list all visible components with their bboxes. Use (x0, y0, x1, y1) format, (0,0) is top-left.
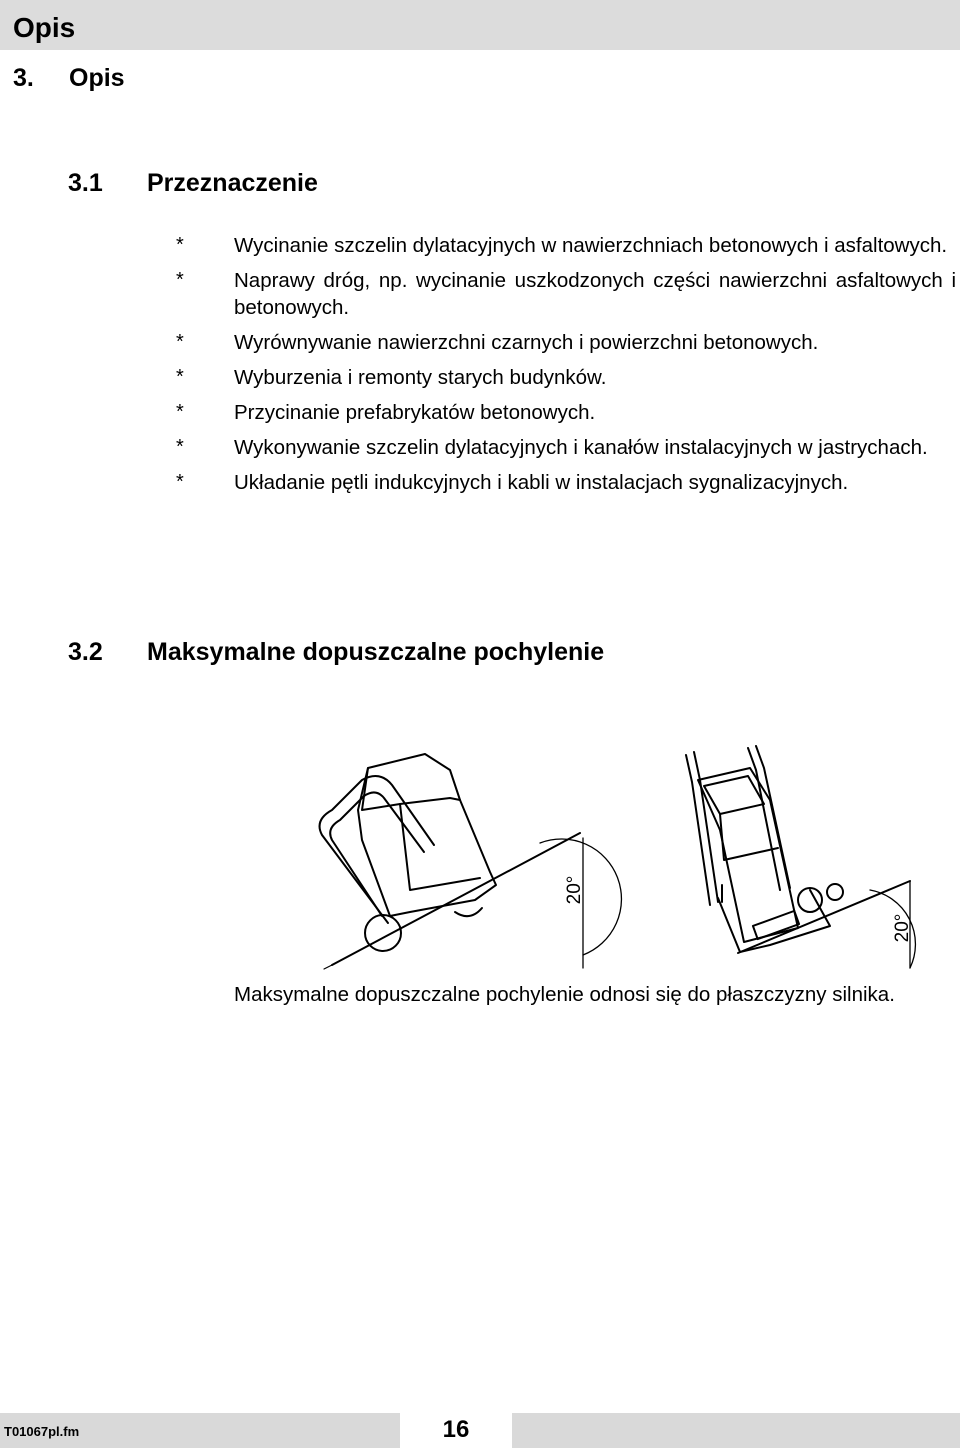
section-number: 3.2 (68, 638, 103, 666)
footer-bar-right (512, 1413, 960, 1448)
section-heading-purpose (68, 168, 318, 198)
list-item (176, 399, 956, 426)
figure-caption: Maksymalne dopuszczalne pochylenie odnosi się do płaszczyzny silnika. (234, 983, 895, 1006)
list-item (176, 364, 956, 391)
list-item-text: Przycinanie prefabrykatów betonowych. (234, 401, 596, 424)
asterisk-bullet-icon: * (176, 436, 184, 458)
list-item-text: Wyrównywanie nawierzchni czarnych i powierzchni betonowych. (234, 331, 819, 354)
header-title: Opis (13, 12, 76, 43)
right-angle-label: 20° (892, 913, 913, 943)
asterisk-bullet-icon: * (176, 331, 184, 353)
section-number: 3.1 (68, 169, 103, 197)
section-title: Przeznaczenie (147, 169, 318, 197)
right-machine-icon (686, 746, 843, 952)
tilt-figure (250, 740, 960, 980)
header-bar (0, 0, 960, 50)
purpose-list (176, 232, 956, 504)
asterisk-bullet-icon: * (176, 234, 184, 256)
list-item-text: Układanie pętli indukcyjnych i kabli w instalacjach sygnalizacyjnych. (234, 471, 849, 494)
list-item-text: Wyburzenia i remonty starych budynków. (234, 366, 607, 389)
chapter-number: 3. (13, 64, 34, 92)
left-angle-label: 20° (564, 875, 585, 905)
page-number: 16 (442, 1416, 470, 1443)
list-item (176, 434, 956, 461)
list-item (176, 267, 956, 321)
asterisk-bullet-icon: * (176, 471, 184, 493)
list-item (176, 232, 956, 259)
tilt-drawing (250, 740, 960, 975)
list-item (176, 329, 956, 356)
list-item-text: Naprawy dróg, np. wycinanie uszkodzonych części nawierzchni asfaltowych i betonowych. (234, 269, 956, 319)
chapter-title: Opis (69, 64, 125, 92)
list-item-text: Wykonywanie szczelin dylatacyjnych i kanałów instalacyjnych w jastrychach. (234, 436, 928, 459)
chapter-heading (13, 63, 125, 93)
asterisk-bullet-icon: * (176, 366, 184, 388)
left-slope (324, 833, 580, 969)
asterisk-bullet-icon: * (176, 269, 184, 291)
left-machine-icon (320, 754, 496, 951)
list-item (176, 469, 956, 496)
section-title: Maksymalne dopuszczalne pochylenie (147, 638, 605, 666)
footer-filename: T01067pl.fm (4, 1424, 80, 1439)
asterisk-bullet-icon: * (176, 401, 184, 423)
list-item-text: Wycinanie szczelin dylatacyjnych w nawierzchniach betonowych i asfaltowych. (234, 234, 948, 257)
page-footer (0, 1413, 960, 1448)
section-heading-max-tilt (68, 637, 604, 667)
